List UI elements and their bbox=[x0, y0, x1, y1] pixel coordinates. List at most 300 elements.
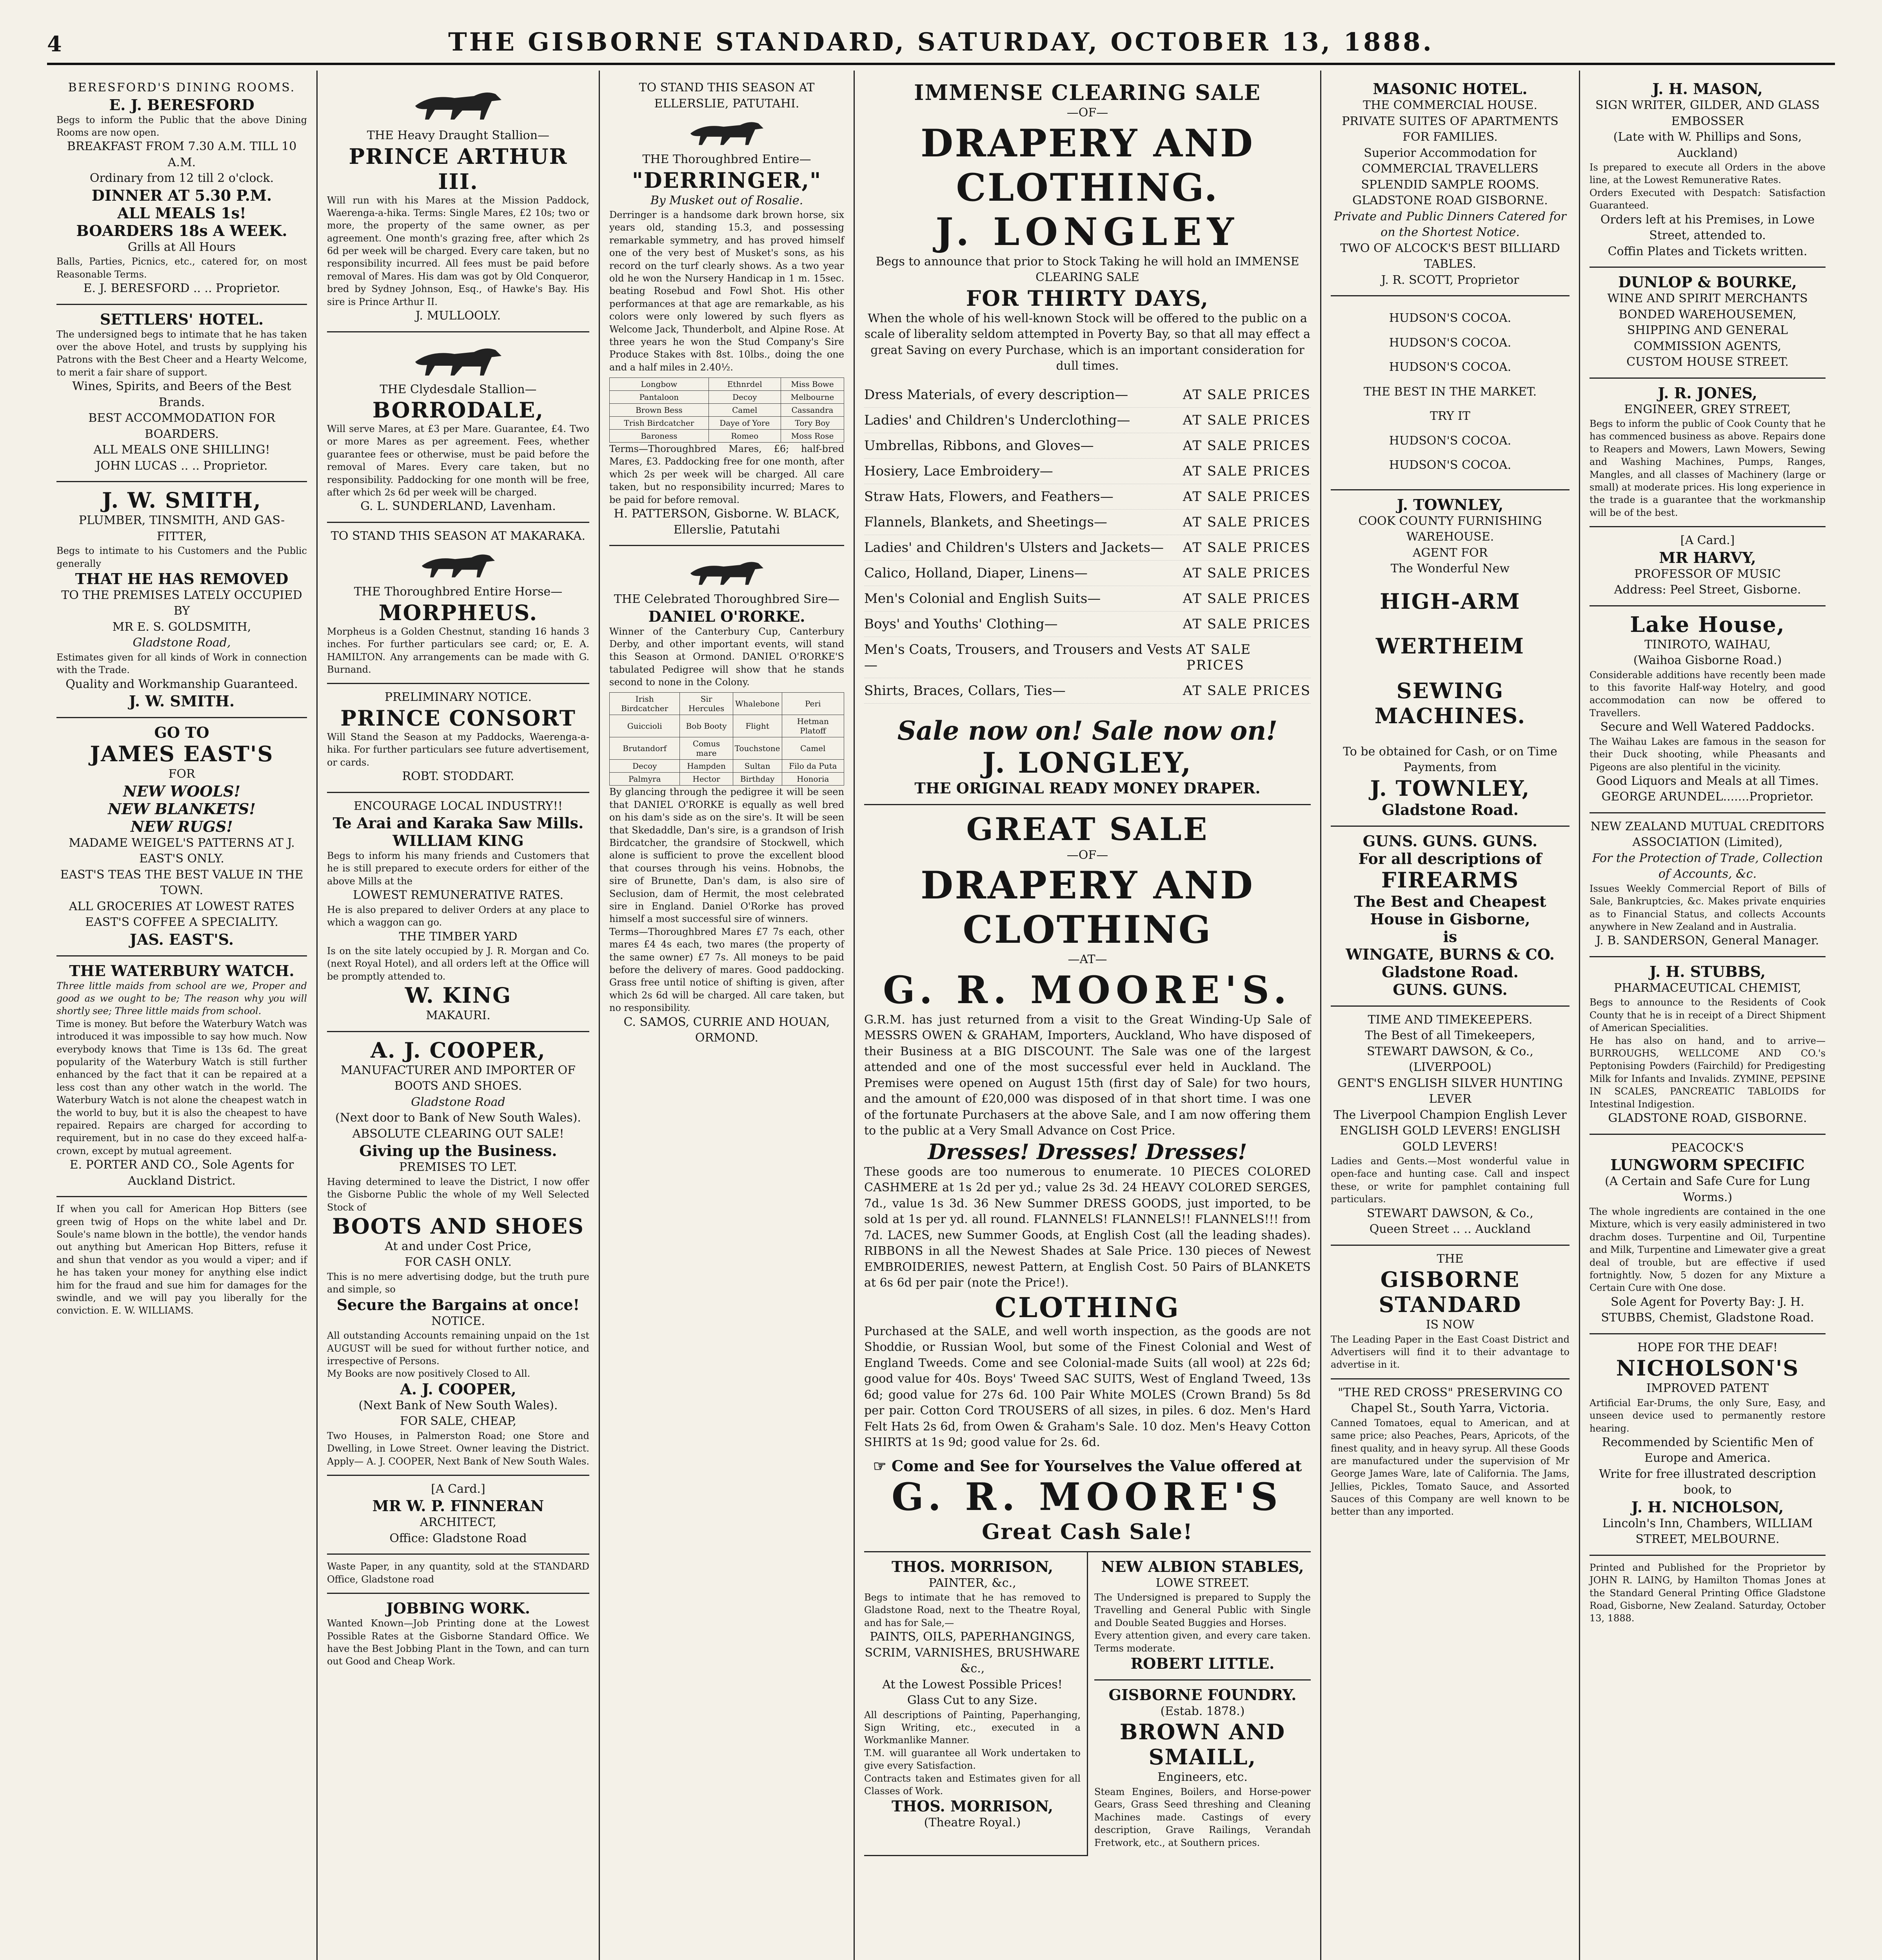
ad-body: If when you call for American Hop Bitters (see green twig of Hops on the white label and Dr. Soule's name blown in the bottle), the vendor hands out anything but American Hop Bitters, refuse it and shun that vendor as you would a viper; and if he has taken your money for anything else indict him for the fraud and sue him for damages for the swindle, and we will pay you liberally for the conviction. E. W. WILLIAMS. bbox=[56, 1203, 307, 1316]
pedigree-cell: Brown Bess bbox=[610, 404, 709, 417]
dunlop-bourke-ad bbox=[1590, 268, 1826, 379]
price-row: Shirts, Braces, Collars, Ties— AT SALE PRICES bbox=[864, 678, 1311, 704]
ad-title: DUNLOP & BOURKE, bbox=[1618, 273, 1797, 291]
prince-consort-ad bbox=[327, 684, 589, 793]
ad-line: Orders left at his Premises, in Lowe Street, attended to. bbox=[1600, 212, 1815, 243]
ad-title: SETTLERS' HOTEL. bbox=[100, 310, 264, 328]
ad-line: BREAKFAST FROM 7.30 A.M. TILL 10 A.M. bbox=[67, 140, 297, 169]
ad-line: ARCHITECT, bbox=[420, 1515, 497, 1530]
derringer-pedigree-table bbox=[609, 377, 844, 443]
ad-body: Every attention given, and every care taken. Terms moderate. bbox=[1094, 1630, 1311, 1654]
ad-line: The Wonderful New bbox=[1390, 562, 1510, 575]
smith-plumber-ad bbox=[56, 482, 307, 718]
ad-title: NEW ALBION STABLES, bbox=[1101, 1557, 1304, 1575]
ad-body: The Leading Paper in the East Coast District and Advertisers will find it to their advantage to advertise in it. bbox=[1331, 1334, 1570, 1370]
ad-headline: BROWN AND SMAILL, bbox=[1119, 1719, 1286, 1770]
ad-body: Begs to announce to the Residents of Cook County that he is in receipt of a Direct Shipment of American Specialities. bbox=[1590, 997, 1826, 1034]
ad-line: THAT HE HAS REMOVED bbox=[75, 570, 289, 588]
pedigree-cell: Honoria bbox=[782, 773, 844, 786]
ad-body: Is prepared to execute all Orders in the above line, at the Lowest Remunerative Rates. bbox=[1590, 162, 1826, 186]
firearms-ad bbox=[1331, 827, 1570, 1007]
ad-line: NOTICE. bbox=[431, 1314, 485, 1328]
ad-kicker: THE Clydesdale Stallion— bbox=[380, 382, 537, 396]
pedigree-cell: Hector bbox=[680, 773, 733, 786]
ad-kicker: PEACOCK'S bbox=[1671, 1141, 1744, 1155]
ad-line: Private and Public Dinners Catered for on the Shortest Notice. bbox=[1334, 209, 1566, 239]
ad-line: FOR CASH ONLY. bbox=[405, 1255, 512, 1269]
price-row: Ladies' and Children's Underclothing— AT SALE PRICES bbox=[864, 408, 1311, 433]
ad-kicker: HOPE FOR THE DEAF! bbox=[1637, 1340, 1778, 1354]
ad-body: Waste Paper, in any quantity, sold at the STANDARD Office, Gladstone road bbox=[327, 1561, 589, 1585]
ad-title: A. J. COOPER, bbox=[371, 1037, 546, 1063]
horse-icon bbox=[407, 82, 509, 125]
ad-line: Office: Gladstone Road bbox=[389, 1531, 527, 1545]
ad-line: is bbox=[1443, 927, 1457, 946]
waste-paper-ad bbox=[327, 1555, 589, 1594]
ad-kicker: BERESFORD'S DINING ROOMS. bbox=[68, 81, 296, 94]
ad-line: ENGLISH GOLD LEVERS! ENGLISH GOLD LEVERS! bbox=[1340, 1124, 1560, 1154]
ad-line: At and under Cost Price, bbox=[385, 1239, 532, 1253]
ad-line: Gladstone Road. bbox=[1382, 963, 1519, 981]
ad-line: Secure and Well Watered Paddocks. bbox=[1600, 720, 1815, 734]
ad-signature: WINGATE, BURNS & CO. bbox=[1346, 945, 1555, 963]
ad-line: NEW RUGS! bbox=[131, 817, 233, 835]
ad-line: SPLENDID SAMPLE ROOMS. bbox=[1361, 178, 1539, 192]
ad-signature: E. J. BERESFORD .. .. Proprietor. bbox=[83, 281, 280, 296]
ad-line: Wines, Spirits, and Beers of the Best Brands. bbox=[72, 379, 291, 409]
ad-headline: G. R. MOORE'S bbox=[891, 1474, 1284, 1519]
ad-line: EAST'S TEAS THE BEST VALUE IN THE TOWN. bbox=[60, 867, 303, 898]
ad-kicker: THE Heavy Draught Stallion— bbox=[367, 129, 550, 142]
ad-line: Gladstone Road. bbox=[1382, 800, 1519, 818]
ad-line: Write for free illustrated description book, to bbox=[1599, 1467, 1816, 1497]
pedigree-cell: Flight bbox=[733, 715, 782, 737]
jones-engineer-ad bbox=[1590, 379, 1826, 528]
pedigree-cell: Romeo bbox=[708, 430, 781, 443]
ad-body: Terms—Thoroughbred Mares, £6; half-bred Mares, £3. Paddocking free for one month, after which 2s per week will be charged. All care taken, but no responsibility incurred; Mares to be paid for before removal. bbox=[609, 443, 844, 505]
ad-body: Begs to inform his many friends and Customers that he is still prepared to execute orders for either of the above Mills at the bbox=[327, 850, 589, 887]
ad-title: E. J. BERESFORD bbox=[109, 96, 254, 114]
ad-line: The Liverpool Champion English Lever bbox=[1333, 1108, 1567, 1122]
ad-body: All outstanding Accounts remaining unpaid on the 1st AUGUST will be sued for without further notice, and irrespective of Persons. bbox=[327, 1330, 589, 1367]
ad-line: (Late with W. Phillips and Sons, Auckland) bbox=[1613, 130, 1802, 160]
pedigree-cell: Brutandorf bbox=[610, 737, 680, 760]
ad-signature: J. H. NICHOLSON, bbox=[1631, 1498, 1784, 1516]
ad-signature: E. PORTER AND CO., Sole Agents for Auckland District. bbox=[69, 1158, 294, 1188]
pedigree-cell: Baroness bbox=[610, 430, 709, 443]
ad-signature: JOHN LUCAS .. .. Proprietor. bbox=[96, 459, 268, 473]
pedigree-cell: Sultan bbox=[733, 760, 782, 773]
price-row: Calico, Holland, Diaper, Linens— AT SALE PRICES bbox=[864, 561, 1311, 586]
column-3 bbox=[600, 71, 855, 1960]
column-4 bbox=[855, 71, 1321, 1960]
moore-come-line: ☞ Come and See for Yourselves the Value offered at bbox=[873, 1457, 1302, 1475]
ad-body: When the whole of his well-known Stock will be offered to the public on a scale of liberality seldom attempted in Poverty Bay, so that all may effect a great Saving on every Purchase, which is an important consideration for dull times. bbox=[864, 311, 1311, 373]
lungworm-ad bbox=[1590, 1135, 1826, 1334]
ad-body: Considerable additions have recently been made to this favorite Half-way Hotelry, and good accommodation can now be offered to Travellers. bbox=[1590, 669, 1826, 719]
ad-body: Two Houses, in Palmerston Road; one Store and Dwelling, in Lowe Street. Owner leaving the District. Apply— A. J. COOPER, Next Bank of New South Wales. bbox=[327, 1430, 589, 1467]
ad-body: Will run with his Mares at the Mission Paddock, Waerenga-a-hika. Terms: Single Mares, £2 10s; two or more, the property of the same owner, as per agreement. One month's grazing free, after which 2s 6d per week will be charged. Every care taken, but no responsibility incurred. All fees must be paid before removal of Mares. His dam was got by Old Conqueror, bred by Sydney Johnson, Esq., of Hawke's Bay. His sire is Prince Arthur II. bbox=[327, 194, 589, 307]
stewart-dawson-ad bbox=[1331, 1007, 1570, 1246]
ad-line: Engineers, etc. bbox=[1157, 1770, 1248, 1784]
ad-title: "DERRINGER," bbox=[632, 167, 822, 193]
pedigree-cell: Hampden bbox=[680, 760, 733, 773]
stubbs-chemist-ad bbox=[1590, 957, 1826, 1135]
hop-bitters-ad bbox=[56, 1197, 307, 1324]
ad-line: HUDSON'S COCOA. bbox=[1389, 458, 1511, 472]
jobbing-work-ad bbox=[327, 1594, 589, 1675]
ad-line: (Next Bank of New South Wales). bbox=[358, 1398, 558, 1412]
mason-sign-writer-ad bbox=[1590, 74, 1826, 268]
ad-signature: STEWART DAWSON, & Co., bbox=[1367, 1206, 1533, 1220]
ad-title: PRINCE CONSORT bbox=[340, 705, 576, 731]
ad-signature: W. KING bbox=[405, 983, 512, 1008]
ad-body: Is on the site lately occupied by J. R. Morgan and Co. (next Royal Hotel), and all orders left at the Office will be promptly attended to. bbox=[327, 946, 589, 982]
ad-signature: ROBT. STODDART. bbox=[402, 769, 514, 784]
page-number: 4 bbox=[47, 31, 62, 56]
ad-body: The Waihau Lakes are famous in the season for their Duck shooting, while Pheasants and Pigeons are also plentiful in the vicinity. bbox=[1590, 736, 1826, 773]
ad-line: (Estab. 1878.) bbox=[1160, 1704, 1245, 1718]
ad-poem: Three little maids from school are we, Proper and good as we ought to be; The reason why you will shortly see; Three little maids from school. bbox=[56, 980, 307, 1017]
ad-body: All descriptions of Painting, Paperhanging, Sign Writing, etc., executed in a Workmanlike Manner. bbox=[864, 1709, 1081, 1746]
ad-title: DRAPERY AND CLOTHING. bbox=[920, 121, 1255, 210]
ad-line: To be obtained for Cash, or on Time Payments, from bbox=[1343, 744, 1557, 774]
ad-line: —OF— bbox=[1066, 106, 1108, 120]
cooper-boots-ad bbox=[327, 1032, 589, 1476]
settlers-hotel-ad bbox=[56, 305, 307, 483]
ad-headline: FIREARMS bbox=[1381, 867, 1519, 893]
ad-subtitle: MANUFACTURER AND IMPORTER OF BOOTS AND SHOES. bbox=[340, 1063, 576, 1093]
ad-body: This is no mere advertising dodge, but the truth pure and simple, so bbox=[327, 1271, 589, 1295]
bottom-row bbox=[864, 1552, 1311, 1856]
ad-line: TINIROTO, WAIHAU, bbox=[1644, 637, 1771, 652]
ad-line: Secure the Bargains at once! bbox=[336, 1296, 580, 1314]
ad-headline: HIGH-ARM bbox=[1380, 588, 1520, 614]
ad-line: FOR THIRTY DAYS, bbox=[966, 285, 1209, 311]
pedigree-cell: Longbow bbox=[610, 378, 709, 391]
ad-signature: A. J. COOPER, bbox=[400, 1380, 516, 1398]
ad-line: For all descriptions of bbox=[1358, 849, 1542, 867]
ad-line: NEW WOOLS! bbox=[123, 782, 241, 800]
pedigree-cell: Whalebone bbox=[733, 693, 782, 715]
ad-body: Ladies and Gents.—Most wonderful value in open-face and hunting case. Call and inspect these, or write for pamphlet containing full particulars. bbox=[1331, 1156, 1570, 1205]
ad-body: Derringer is a handsome dark brown horse, six years old, standing 15.3, and possessing remarkable symmetry, and has proved himself one of the very best of Musket's sons, as his record on the turf clearly shows. As a two year old he won the Nursery Handicap in 1 m. 15sec. beating Rosebud and Fowl Shot. His other performances at that age are remarkable, as his colors were only lowered by such flyers as Welcome Jack, Thunderbolt, and Alpine Rose. At three years he won the Stud Company's Sire Produce Stakes with 8st. 10lbs., doing the one and a half miles in 2.40½. bbox=[609, 209, 844, 373]
ad-title: JAMES EAST'S bbox=[90, 741, 274, 767]
ad-line: MADAME WEIGEL'S PATTERNS AT J. EAST'S ONLY. bbox=[69, 836, 295, 866]
pedigree-cell: Melbourne bbox=[781, 391, 844, 404]
pedigree-cell: Trish Birdcatcher bbox=[610, 417, 709, 430]
ad-line: ALL MEALS ONE SHILLING! bbox=[93, 443, 270, 457]
ad-kicker: [A Card.] bbox=[431, 1482, 485, 1496]
ad-title: MORPHEUS. bbox=[378, 600, 538, 625]
ad-signature: ROBERT LITTLE. bbox=[1130, 1654, 1275, 1672]
ad-body: Morpheus is a Golden Chestnut, standing 16 hands 3 inches. For further particulars see card; or, E. A. HAMILTON. Any arrangements can be made with G. Burnand. bbox=[327, 626, 589, 675]
ad-line: Superior Accommodation for COMMERCIAL TRAVELLERS bbox=[1362, 146, 1539, 176]
ad-line: ALL GROCERIES AT LOWEST RATES bbox=[69, 899, 295, 913]
ad-body: Begs to announce that prior to Stock Taking he will hold an IMMENSE CLEARING SALE bbox=[876, 254, 1299, 284]
saw-mills-ad bbox=[327, 793, 589, 1032]
ad-body: Estimates given for all kinds of Work in connection with the Trade. bbox=[56, 652, 307, 676]
lake-house-ad bbox=[1590, 606, 1826, 813]
ad-body: Purchased at the SALE, and well worth inspection, as the goods are not Shoddie, or Russian Wool, but some of the Finest Colonial and West of England Tweeds. Come and see Colonial-made Suits (all wool) at 22s 6d; good value for 40s. Boys' Tweed SAC SUITS, West of England Tweed, 13s 6d; good value for 27s 6d. 100 Pair White MOLES (Crown Brand) 5s 8d per pair. Cotton Cord TROUSERS of all sizes, in piles. 6 doz. Men's Hard Felt Hats 2s 6d, from Owen & Graham's Sale. 10 doz. Men's Heavy Cotton SHIRTS at 1s 9d; good value for 2s. 6d. bbox=[864, 1324, 1311, 1449]
ad-subtitle: PAINTER, &c., bbox=[928, 1576, 1016, 1590]
gisborne-foundry-ad bbox=[1094, 1681, 1311, 1856]
ad-line: Address: Peel Street, Gisborne. bbox=[1614, 583, 1801, 597]
ad-line: —OF— bbox=[1066, 848, 1108, 862]
ad-body: Will Stand the Season at my Paddocks, Waerenga-a-hika. For further particulars see future advertisement, or cards. bbox=[327, 731, 589, 768]
ad-title: J. W. SMITH, bbox=[102, 488, 262, 513]
ad-line: By Musket out of Rosalie. bbox=[650, 193, 803, 207]
ad-body: The undersigned begs to intimate that he has taken over the above Hotel, and trusts by supplying his Patrons with the Best Cheer and a Hearty Welcome, to merit a fair share of support. bbox=[56, 328, 307, 378]
ad-line: Queen Street .. .. Auckland bbox=[1369, 1222, 1531, 1236]
ad-line: The Best of all Timekeepers, bbox=[1365, 1029, 1535, 1042]
pedigree-cell: Cassandra bbox=[781, 404, 844, 417]
price-row: Ladies' and Children's Ulsters and Jackets— AT SALE PRICES bbox=[864, 535, 1311, 561]
pedigree-cell: Moss Rose bbox=[781, 430, 844, 443]
ad-line: MR E. S. GOLDSMITH, bbox=[112, 620, 251, 634]
ad-signature: G. L. SUNDERLAND, Lavenham. bbox=[360, 499, 556, 514]
ad-subtitle: THE COMMERCIAL HOUSE. bbox=[1362, 98, 1538, 112]
hudsons-cocoa-ad bbox=[1331, 296, 1570, 490]
pedigree-cell: Irish Birdcatcher bbox=[610, 693, 680, 715]
ad-headline: J. LONGLEY bbox=[936, 209, 1239, 254]
ad-line: WINE AND SPIRIT MERCHANTS bbox=[1607, 292, 1808, 306]
pedigree-cell: Daye of Yore bbox=[708, 417, 781, 430]
ad-line: NEW BLANKETS! bbox=[107, 800, 256, 818]
ad-title: "THE RED CROSS" PRESERVING CO bbox=[1338, 1385, 1562, 1399]
waterbury-watch-ad bbox=[56, 956, 307, 1197]
ad-line: TRY IT bbox=[1430, 409, 1470, 423]
borrodale-ad bbox=[327, 332, 589, 523]
harvy-card bbox=[1590, 527, 1826, 606]
ad-line: Glass Cut to any Size. bbox=[907, 1693, 1038, 1708]
ad-title: J. TOWNLEY, bbox=[1397, 495, 1504, 514]
imprint-text: Printed and Published for the Proprietor by JOHN R. LAING, by Hamilton Thomas Jones at the Standard General Printing Office Gladstone Road, Gisborne, New Zealand. Saturday, October 13, 1888. bbox=[1590, 1562, 1826, 1624]
moore-sale-ad bbox=[864, 805, 1311, 1552]
pedigree-cell: Touchstone bbox=[733, 737, 782, 760]
ad-subtitle: PLUMBER, TINSMITH, AND GAS-FITTER, bbox=[78, 514, 285, 543]
ad-subtitle: THE Celebrated Thoroughbred Sire— bbox=[614, 592, 840, 606]
morrison-painter-ad bbox=[864, 1552, 1088, 1856]
ad-line: Good Liquors and Meals at all Times. bbox=[1596, 774, 1819, 788]
ad-line: DINNER AT 5.30 P.M. bbox=[91, 186, 272, 204]
ad-kicker: IMMENSE CLEARING SALE bbox=[914, 80, 1261, 105]
ad-body: The Undersigned is prepared to Supply the Travelling and General Public with Single and Double Seated Buggies and Horses. bbox=[1094, 1592, 1311, 1628]
pedigree-cell: Camel bbox=[708, 404, 781, 417]
pedigree-cell: Hetman Platoff bbox=[782, 715, 844, 737]
ad-kicker: [A Card.] bbox=[1680, 534, 1735, 548]
ad-body: Begs to inform the public of Cook County that he has commenced business as above. Repairs done to Reapers and Mowers, Lawn Mowers, Sewing and Washing Machines, Pumps, Ranges, Mangles, and all classes of Machinery (large or small) at moderate prices. His long experience in the trade is a guarantee that the workmanship will be of the best. bbox=[1590, 418, 1826, 518]
ad-line: THE bbox=[1437, 1252, 1464, 1266]
pedigree-cell: Guiccioli bbox=[610, 715, 680, 737]
pedigree-cell: Pantaloon bbox=[610, 391, 709, 404]
ad-line: FOR bbox=[168, 767, 195, 781]
ad-line: ABSOLUTE CLEARING OUT SALE! bbox=[352, 1127, 564, 1141]
ad-signature: C. SAMOS, CURRIE AND HOUAN, ORMOND. bbox=[623, 1015, 830, 1045]
ad-headline: WERTHEIM bbox=[1375, 633, 1525, 659]
ad-line: TWO OF ALCOCK'S BEST BILLIARD TABLES. bbox=[1340, 241, 1560, 271]
ad-title: J. H. STUBBS, bbox=[1649, 962, 1766, 980]
ad-title: MR W. P. FINNERAN bbox=[372, 1497, 544, 1515]
ad-subtitle: THE Thoroughbred Entire Horse— bbox=[354, 585, 563, 599]
ad-slogan: Sale now on! Sale now on! bbox=[897, 715, 1278, 746]
ad-headline: SEWING MACHINES. bbox=[1374, 678, 1526, 728]
pedigree-cell: Comus mare bbox=[680, 737, 733, 760]
ad-line: EAST'S COFFEE A SPECIALITY. bbox=[85, 915, 278, 929]
ad-body: Time is money. But before the Waterbury Watch was introduced it was impossible to say how much. Now everybody knows that Time is 13s 6d. The great popularity of the Waterbury Watch is still further enhanced by the fact that it can be repaired at a less cost than any other watch in the world. The Waterbury Watch is not alone the cheapest watch in the world to buy, but it is also the cheapest to have repaired. Repairs are charged for according to requirement, but in no case do they exceed half-a-crown, except by mutual agreement. bbox=[56, 1018, 307, 1156]
pointing-hand-icon: ☞ bbox=[873, 1457, 887, 1475]
price-row: Men's Colonial and English Suits— AT SALE PRICES bbox=[864, 586, 1311, 612]
ad-signature: J. W. SMITH. bbox=[129, 692, 235, 710]
pedigree-cell: Camel bbox=[782, 737, 844, 760]
ad-body: Contracts taken and Estimates given for all Classes of Work. bbox=[864, 1773, 1081, 1797]
townley-ad bbox=[1331, 490, 1570, 827]
prince-arthur-ad bbox=[327, 74, 589, 332]
ad-line: PROFESSOR OF MUSIC bbox=[1634, 567, 1781, 581]
ad-signature: J. LONGLEY, bbox=[982, 746, 1193, 779]
ad-headline: G. R. MOORE'S. bbox=[883, 967, 1292, 1012]
ad-body: G.R.M. has just returned from a visit to the Great Winding-Up Sale of MESSRS OWEN & GRAHAM, Importers, Auckland, Who have disposed of their Business at a BIG DISCOUNT. The Sale was one of the largest attended and one of the most successful ever held in Auckland. The Premises were opened on August 15th (first day of Sale) for two hours, and the amount of £20,000 was disposed of in that short time. I was one of the fortunate Purchasers at the above Sale, and I am now offering them to the public at a Very Small Advance on Cost Price. bbox=[864, 1013, 1311, 1138]
ad-signature: GEORGE ARUNDEL.......Proprietor. bbox=[1601, 790, 1814, 804]
ad-subtitle: PHARMACEUTICAL CHEMIST, bbox=[1613, 981, 1802, 995]
ad-subtitle: SIGN WRITER, GILDER, AND GLASS EMBOSSER bbox=[1595, 98, 1820, 128]
ad-title: GUNS. GUNS. GUNS. bbox=[1362, 832, 1538, 850]
pedigree-cell: Decoy bbox=[610, 760, 680, 773]
gisborne-standard-ad bbox=[1331, 1246, 1570, 1379]
ad-signature: J. R. SCOTT, Proprietor bbox=[1381, 273, 1519, 287]
ad-line: HUDSON'S COCOA. bbox=[1389, 336, 1511, 350]
ad-title: THE WATERBURY WATCH. bbox=[69, 962, 294, 980]
ad-line: Recommended by Scientific Men of Europe and America. bbox=[1602, 1435, 1813, 1465]
beresford-ad bbox=[56, 74, 307, 305]
horse-icon bbox=[407, 340, 509, 379]
ad-body: He has also on hand, and to arrive— BURROUGHS, WELLCOME AND CO.'s Peptonising Powders (Fairchild) for Predigesting Milk for Infants and Invalids. ZYMINE, PEPSINE IN SCALES, PANCREATIC TABLOIDS for Intestinal Indigestion. bbox=[1590, 1035, 1826, 1110]
finneran-card bbox=[327, 1476, 589, 1555]
ad-body: Terms—Thoroughbred Mares £7 7s each, other mares £4 4s each, two mares (the property of the same owner) £7 7s. All moneys to be paid before the delivery of mares. Good paddocking. Grass free until notice of shifting is given, after which 2s 6d will be charged. All care taken, but no responsibility. bbox=[609, 926, 844, 1014]
ad-body: Canned Tomatoes, equal to American, and at same price; also Peaches, Pears, Apricots, of the finest quality, and in heavy syrup. All these Goods are manufactured under the supervision of Mr George James Ware, late of California. The Jams, Jellies, Pickles, Tomato Sauce, and Assorted Sauces of this Company are well known to be better than any imported. bbox=[1331, 1417, 1570, 1517]
ad-headline: CLOTHING bbox=[995, 1291, 1180, 1324]
ad-line: —AT— bbox=[1068, 953, 1107, 966]
ad-line: Giving up the Business. bbox=[359, 1142, 557, 1160]
pedigree-cell: Tory Boy bbox=[781, 417, 844, 430]
ad-body: By glancing through the pedigree it will be seen that DANIEL O'RORKE is equally as well bred on his dam's side as on the sire's. It will be seen that Skedaddle, Dan's sire, is a grandson of Irish Birdcatcher, the grandsire of Stockwell, which alone is sufficient to prove the excellent blood that courses through his veins. Hobnobs, the sire of Brunette, Dan's dam, is also sire of Seclusion, dam of Hermit, the most celebrated sire in England. Daniel O'Rorke has proved himself a most successful sire of winners. bbox=[609, 786, 844, 925]
ad-kicker: TO STAND THIS SEASON AT ELLERSLIE, PATUTAHI. bbox=[639, 81, 815, 111]
horse-icon bbox=[684, 554, 770, 589]
ad-title: J. R. JONES, bbox=[1658, 384, 1757, 402]
pedigree-cell: Birthday bbox=[733, 773, 782, 786]
ad-line: PRIVATE SUITES OF APARTMENTS FOR FAMILIES. bbox=[1342, 114, 1559, 144]
ad-line: Gladstone Road, bbox=[133, 636, 231, 650]
ear-drums-ad bbox=[1590, 1334, 1826, 1556]
ad-signature: Sole Agent for Poverty Bay: J. H. STUBBS, Chemist, Gladstone Road. bbox=[1601, 1295, 1814, 1325]
printers-imprint bbox=[1590, 1556, 1826, 1632]
ad-line: (Next door to Bank of New South Wales). bbox=[335, 1111, 581, 1125]
ad-line: (Waihoa Gisborne Road.) bbox=[1633, 653, 1782, 668]
ad-line: Grills at All Hours bbox=[127, 240, 236, 254]
ad-body: Orders Executed with Despatch: Satisfaction Guaranteed. bbox=[1590, 187, 1826, 211]
derringer-ad bbox=[609, 74, 844, 546]
ad-line: LOWEST REMUNERATIVE RATES. bbox=[352, 888, 564, 902]
ad-body: Having determined to leave the District, I now offer the Gisborne Public the whole of my Well Selected Stock of bbox=[327, 1176, 589, 1213]
ad-line: CUSTOM HOUSE STREET. bbox=[1626, 355, 1789, 369]
ad-line: Coffin Plates and Tickets written. bbox=[1608, 244, 1808, 258]
ad-signature: J. B. SANDERSON, General Manager. bbox=[1596, 934, 1819, 948]
ad-line: Great Cash Sale! bbox=[982, 1519, 1193, 1544]
ad-line: THE TIMBER YARD bbox=[399, 929, 518, 944]
ad-subtitle: ENGINEER, GREY STREET, bbox=[1624, 402, 1791, 416]
ad-line: IMPROVED PATENT bbox=[1646, 1381, 1769, 1396]
ad-line: PREMISES TO LET. bbox=[399, 1160, 517, 1174]
ad-line: GLADSTONE ROAD, GISBORNE. bbox=[1608, 1111, 1807, 1125]
ad-line: Lincoln's Inn, Chambers, WILLIAM STREET, MELBOURNE. bbox=[1602, 1516, 1813, 1546]
ad-body: Winner of the Canterbury Cup, Canterbury Derby, and other important events, will stand this Season at Ormond. DANIEL O'RORKE'S tabulated Pedigree will show that he stands second to none in the Colony. bbox=[609, 626, 844, 688]
ad-line: BEST ACCOMMODATION FOR BOARDERS. bbox=[88, 411, 275, 441]
bottom-right-stack bbox=[1088, 1552, 1311, 1856]
ad-line: MAKAURI. bbox=[426, 1009, 490, 1023]
ad-signature: J. TOWNLEY, bbox=[1370, 775, 1530, 801]
ad-line: LOWE STREET. bbox=[1155, 1576, 1250, 1590]
ad-body: Begs to inform the Public that the above Dining Rooms are now open. bbox=[56, 114, 307, 138]
ad-line: GENT'S ENGLISH SILVER HUNTING LEVER bbox=[1337, 1076, 1563, 1106]
ad-body: Will serve Mares, at £3 per Mare. Guarantee, £4. Two or more Mares as per agreement. Fees, whether guarantee fees or otherwise, must be paid before the removal of Mares. Every care taken, but no responsibility. Paddocking for one month will be free, after which 2s 6d per week will be charged. bbox=[327, 423, 589, 498]
masthead-bar bbox=[47, 16, 1835, 65]
ad-line: PAINTS, OILS, PAPERHANGINGS, SCRIM, VARNISHES, BRUSHWARE &c., bbox=[865, 1630, 1080, 1676]
pedigree-cell: Bob Booty bbox=[680, 715, 733, 737]
ad-line: (Theatre Royal.) bbox=[924, 1816, 1021, 1830]
ad-body: Steam Engines, Boilers, and Horse-power Gears, Grass Seed threshing and Cleaning Machines made. Castings of every description, Grave Railings, Verandah Fretwork, etc., at Southern prices. bbox=[1094, 1786, 1311, 1848]
ad-kicker: TIME AND TIMEKEEPERS. bbox=[1368, 1013, 1533, 1027]
ad-subtitle: WILLIAM KING bbox=[392, 832, 524, 850]
ad-signature: JAS. EAST'S. bbox=[129, 930, 234, 948]
ad-title: MR HARVY, bbox=[1659, 548, 1756, 566]
ad-title: Te Arai and Karaka Saw Mills. bbox=[332, 814, 584, 832]
ad-line: Chapel St., South Yarra, Victoria. bbox=[1351, 1401, 1550, 1416]
ad-title: NICHOLSON'S bbox=[1616, 1356, 1799, 1381]
ad-title: GISBORNE FOUNDRY. bbox=[1108, 1686, 1297, 1704]
column-1 bbox=[47, 71, 318, 1960]
ad-body: These goods are too numerous to enumerate. 10 PIECES COLORED CASHMERE at 1s 2d per yd.; value 2s 3d. 24 HEAVY COLORED SERGES, 7d., value 1s 3d. 36 New Summer DRESS GOODS, just imported, to be sold at 1s per yd. all round. FLANNELS! FLANNELS!! FLANNELS!!! from 7d. LACES, new Summer Goods, at English Cost (all the leading shades). RIBBONS in all the Newest Shades at Sale Price. 130 pieces of Newest EMBROIDERIES, newest Pattern, at English Cost. 50 Pairs of BLANKETS at 6s 6d per pair (note the Price!). bbox=[864, 1165, 1311, 1290]
ad-line: Dresses! Dresses! Dresses! bbox=[928, 1139, 1247, 1164]
ad-line: Ordinary from 12 till 2 o'clock. bbox=[89, 171, 274, 185]
ad-line: IS NOW bbox=[1426, 1318, 1475, 1332]
ad-kicker: TO STAND THIS SEASON AT MAKARAKA. bbox=[331, 529, 586, 543]
pedigree-cell: Peri bbox=[782, 693, 844, 715]
ad-body: Begs to intimate that he has removed to Gladstone Road, next to the Theatre Royal, and has for Sale,— bbox=[864, 1592, 1081, 1628]
ad-line: The Best and Cheapest House in Gisborne, bbox=[1354, 892, 1546, 928]
ad-line: HUDSON'S COCOA. bbox=[1389, 360, 1511, 374]
ad-line: GO TO bbox=[154, 724, 209, 742]
ad-body: My Books are now positively Closed to All. bbox=[327, 1368, 530, 1379]
ad-line: FOR SALE, CHEAP, bbox=[400, 1414, 516, 1428]
ad-title: DANIEL O'RORKE. bbox=[648, 607, 805, 625]
masthead-title: THE GISBORNE STANDARD, SATURDAY, OCTOBER 13, 1888. bbox=[448, 27, 1434, 57]
pedigree-cell: Miss Bowe bbox=[781, 378, 844, 391]
masonic-hotel-ad bbox=[1331, 74, 1570, 296]
price-row: Straw Hats, Flowers, and Feathers— AT SALE PRICES bbox=[864, 484, 1311, 510]
ad-body: The whole ingredients are contained in the one Mixture, which is very easily administered in two drachm doses. Turpentine and Oil, Turpentine and Milk, Turpentine and Limewater give a great deal of trouble, but are effective if used fortnightly. Now, 5 dozen for any Mixture a Certain Cure with One dose. bbox=[1590, 1206, 1826, 1294]
ad-line: HUDSON'S COCOA. bbox=[1389, 434, 1511, 448]
ad-line: (LIVERPOOL) bbox=[1409, 1060, 1491, 1074]
price-row: Umbrellas, Ribbons, and Gloves— AT SALE PRICES bbox=[864, 433, 1311, 459]
ad-title: J. H. MASON, bbox=[1652, 80, 1763, 98]
ad-headline: BOOTS AND SHOES bbox=[332, 1213, 584, 1239]
price-row: Boys' and Youths' Clothing— AT SALE PRICES bbox=[864, 612, 1311, 637]
red-cross-ad bbox=[1331, 1379, 1570, 1525]
ad-signature: J. MULLOOLY. bbox=[415, 309, 501, 323]
ad-line: THE BEST IN THE MARKET. bbox=[1363, 385, 1537, 399]
price-row: Flannels, Blankets, and Sheetings— AT SALE PRICES bbox=[864, 510, 1311, 535]
pedigree-cell: Sir Hercules bbox=[680, 693, 733, 715]
